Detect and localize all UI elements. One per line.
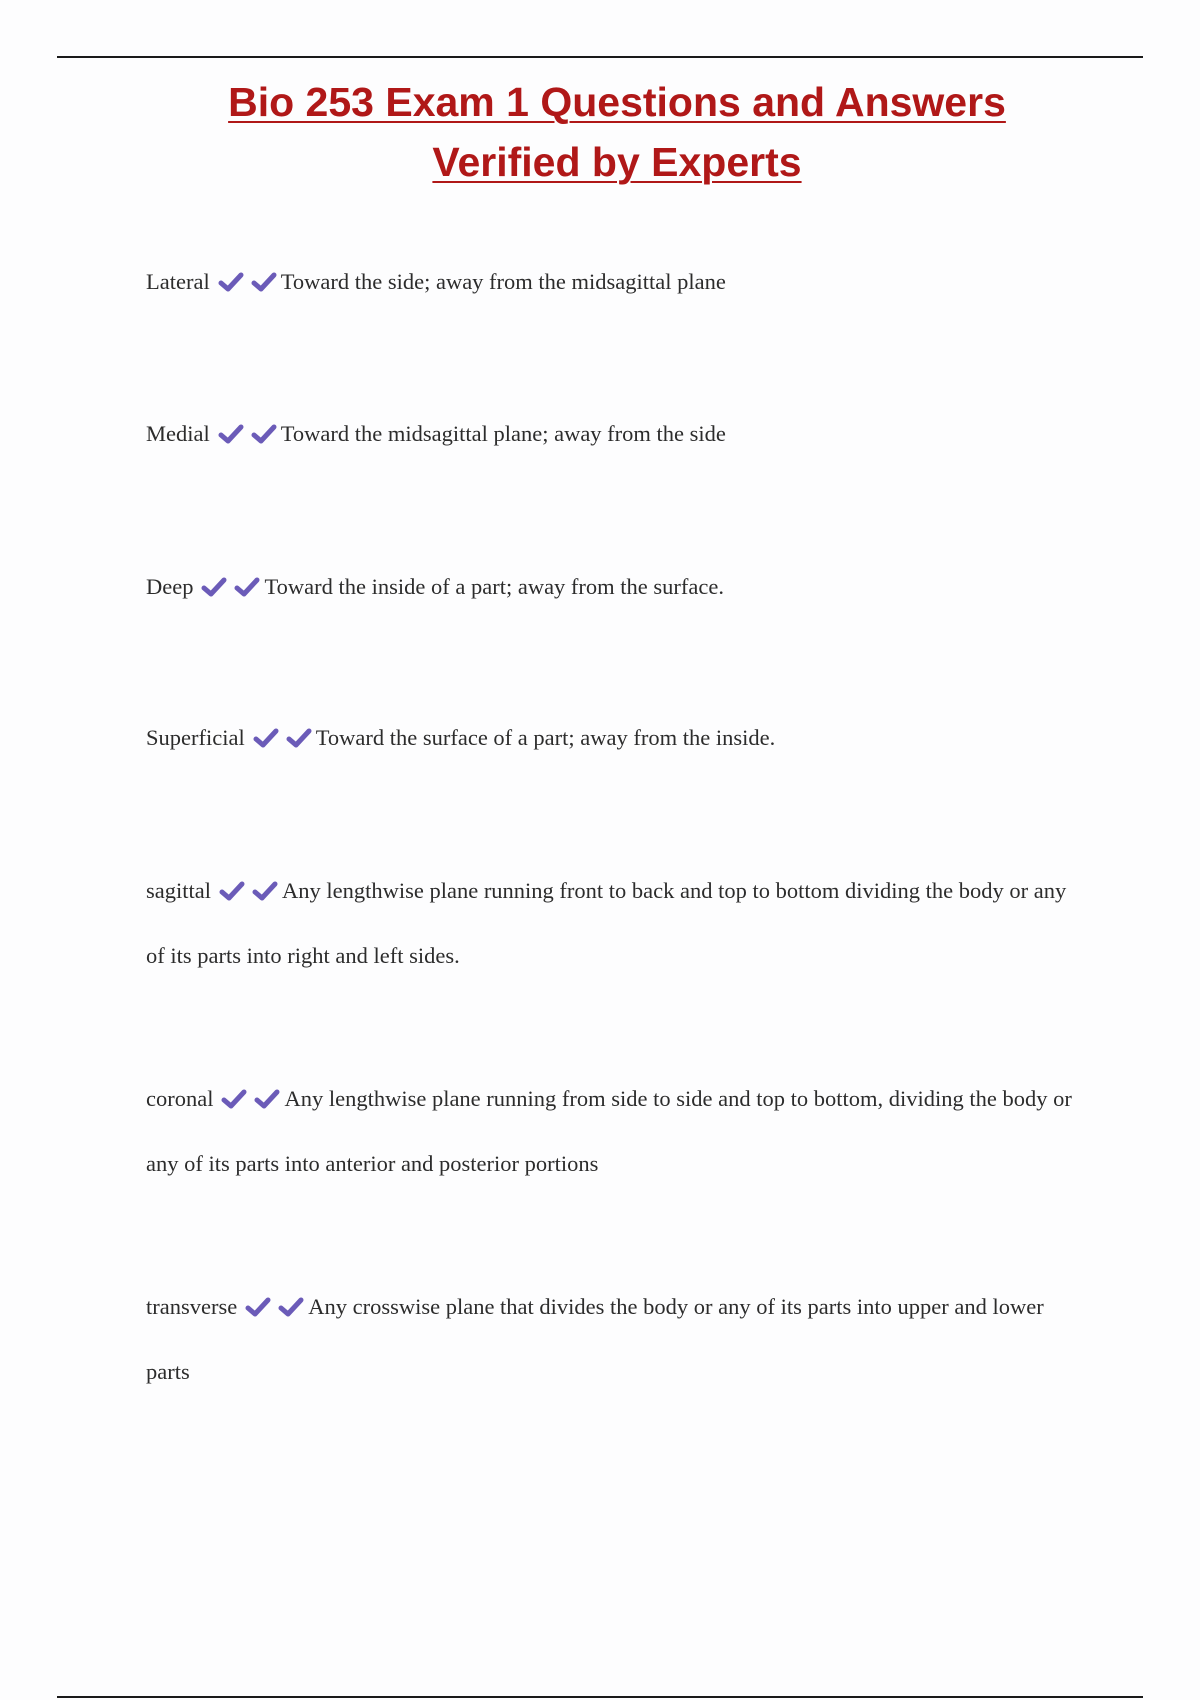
entry-definition: Any crosswise plane that divides the body or any of its parts into upper and lower parts xyxy=(146,1294,1044,1384)
answer-marks xyxy=(221,1072,280,1133)
answer-marks xyxy=(253,711,312,772)
checkmark-icon xyxy=(286,727,312,749)
title-line-1: Bio 253 Exam 1 Questions and Answers xyxy=(228,79,1006,125)
entry-sagittal xyxy=(146,860,1076,986)
entry-superficial xyxy=(146,707,1076,772)
entry-term: transverse xyxy=(146,1294,238,1319)
entry-coronal xyxy=(146,1068,1076,1194)
checkmark-icon xyxy=(252,880,278,902)
answer-marks xyxy=(218,407,277,468)
checkmark-icon xyxy=(218,423,244,445)
entry-term: Lateral xyxy=(146,269,210,294)
entry-term: Medial xyxy=(146,421,210,446)
title-line-2: Verified by Experts xyxy=(432,139,802,185)
checkmark-icon xyxy=(251,271,277,293)
checkmark-icon xyxy=(218,271,244,293)
checkmark-icon xyxy=(245,1296,271,1318)
entry-definition: Toward the side; away from the midsagittal plane xyxy=(280,269,726,294)
checkmark-icon xyxy=(251,423,277,445)
entry-term: Superficial xyxy=(146,725,245,750)
bottom-rule xyxy=(57,1696,1143,1698)
answer-marks xyxy=(245,1280,304,1341)
answer-marks xyxy=(219,864,278,925)
entry-deep xyxy=(146,556,1076,621)
document-title xyxy=(0,72,1200,192)
checkmark-icon xyxy=(278,1296,304,1318)
checkmark-icon xyxy=(221,1088,247,1110)
entry-medial xyxy=(146,403,1076,468)
entry-definition: Toward the inside of a part; away from the surface. xyxy=(264,574,724,599)
checkmark-icon xyxy=(201,576,227,598)
checkmark-icon xyxy=(254,1088,280,1110)
checkmark-icon xyxy=(234,576,260,598)
entry-definition: Toward the midsagittal plane; away from the side xyxy=(280,421,726,446)
entry-term: coronal xyxy=(146,1086,214,1111)
entry-lateral xyxy=(146,251,1076,316)
top-rule xyxy=(57,56,1143,58)
entry-term: sagittal xyxy=(146,878,211,903)
entry-definition: Any lengthwise plane running from side to side and top to bottom, dividing the body or any of its parts into anterior and posterior portions xyxy=(146,1086,1072,1176)
answer-marks xyxy=(218,255,277,316)
checkmark-icon xyxy=(219,880,245,902)
entry-definition: Any lengthwise plane running front to back and top to bottom dividing the body or any of its parts into right and left sides. xyxy=(146,878,1067,968)
entry-definition: Toward the surface of a part; away from the inside. xyxy=(315,725,776,750)
answer-marks xyxy=(201,560,260,621)
checkmark-icon xyxy=(253,727,279,749)
entry-transverse xyxy=(146,1276,1076,1402)
entry-term: Deep xyxy=(146,574,194,599)
